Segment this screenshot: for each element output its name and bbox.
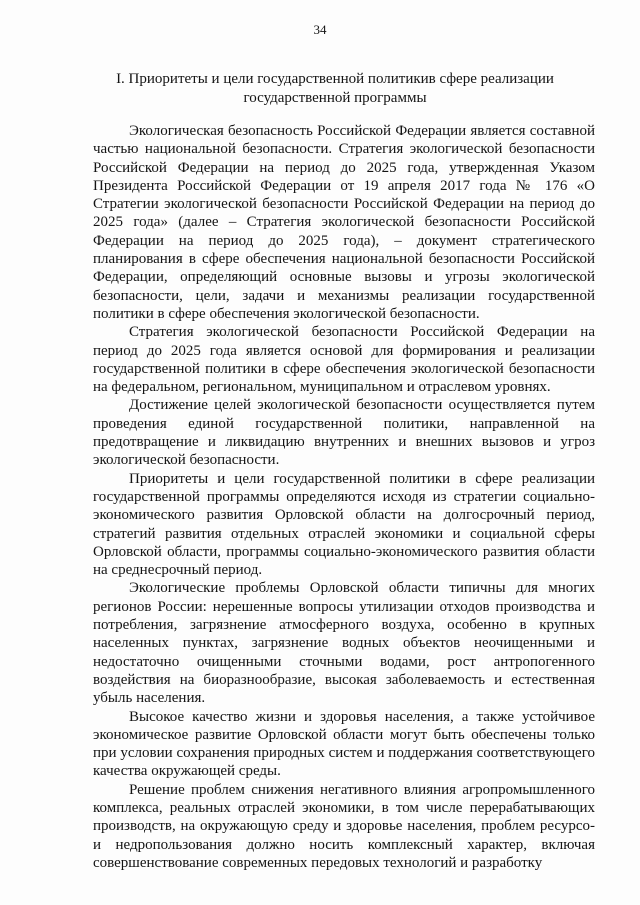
section-heading: I. Приоритеты и цели государственной политикив сфере реализации государственной программы [116, 71, 554, 106]
paragraph: Достижение целей экологической безопасности осуществляется путем проведения единой государственной политики, направленной на предотвращение и ликвидацию внутренних и внешних вызовов и угроз экологической безопасности. [93, 397, 595, 469]
body-text [93, 122, 595, 872]
paragraph: Решение проблем снижения негативного влияния агропромышленного комплекса, реальных отраслей экономики, в том числе перерабатывающих производств, на окружающую среду и здоровье населения, проблем ресурсо- и недропользования должно носить комплексный характер, включая совершенствование современных передовых технологий и разработку [93, 781, 595, 871]
paragraph: Экологическая безопасность Российской Федерации является составной частью национальной безопасности. Стратегия экологической безопасности Российской Федерации на период до 2025 года, утвержденная Указом Президента Российской Федерации от 19 апреля 2017 года № 176 «О Стратегии экологической безопасности Российской Федерации на период до 2025 года» (далее – Стратегия экологической безопасности Российской Федерации на период до 2025 года), – документ стратегического планирования в сфере обеспечения национальной безопасности Российской Федерации, определяющий основные вызовы и угрозы экологической безопасности, цели, задачи и механизмы реализации государственной политики в сфере обеспечения экологической безопасности. [93, 123, 595, 322]
paragraph: Высокое качество жизни и здоровья населения, а также устойчивое экономическое развитие Орловской области могут быть обеспечены только при условии сохранения природных систем и поддержания соответствующего качества окружающей среды. [93, 708, 595, 780]
paragraph: Стратегия экологической безопасности Российской Федерации на период до 2025 года является основой для формирования и реализации государственной политики в сфере обеспечения экологической безопасности на федеральном, региональном, муниципальном и отраслевом уровнях. [93, 324, 595, 396]
page-number: 34 [313, 22, 327, 37]
paragraph: Приоритеты и цели государственной политики в сфере реализации государственной программы определяются исходя из стратегии социально-экономического развития Орловской области на долгосрочный период, стратегий развития отдельных отраслей экономики и социальной сферы Орловской области, программы социально-экономического развития области на среднесрочный период. [93, 470, 595, 579]
paragraph: Экологические проблемы Орловской области типичны для многих регионов России: нерешенные вопросы утилизации отходов производства и потребления, загрязнение атмосферного воздуха, особенно в крупных населенных пунктах, загрязнение водных объектов неочищенными и недостаточно очищенными сточными водами, рост антропогенного воздействия на биоразнообразие, высокая заболеваемость и естественная убыль населения. [93, 580, 595, 707]
